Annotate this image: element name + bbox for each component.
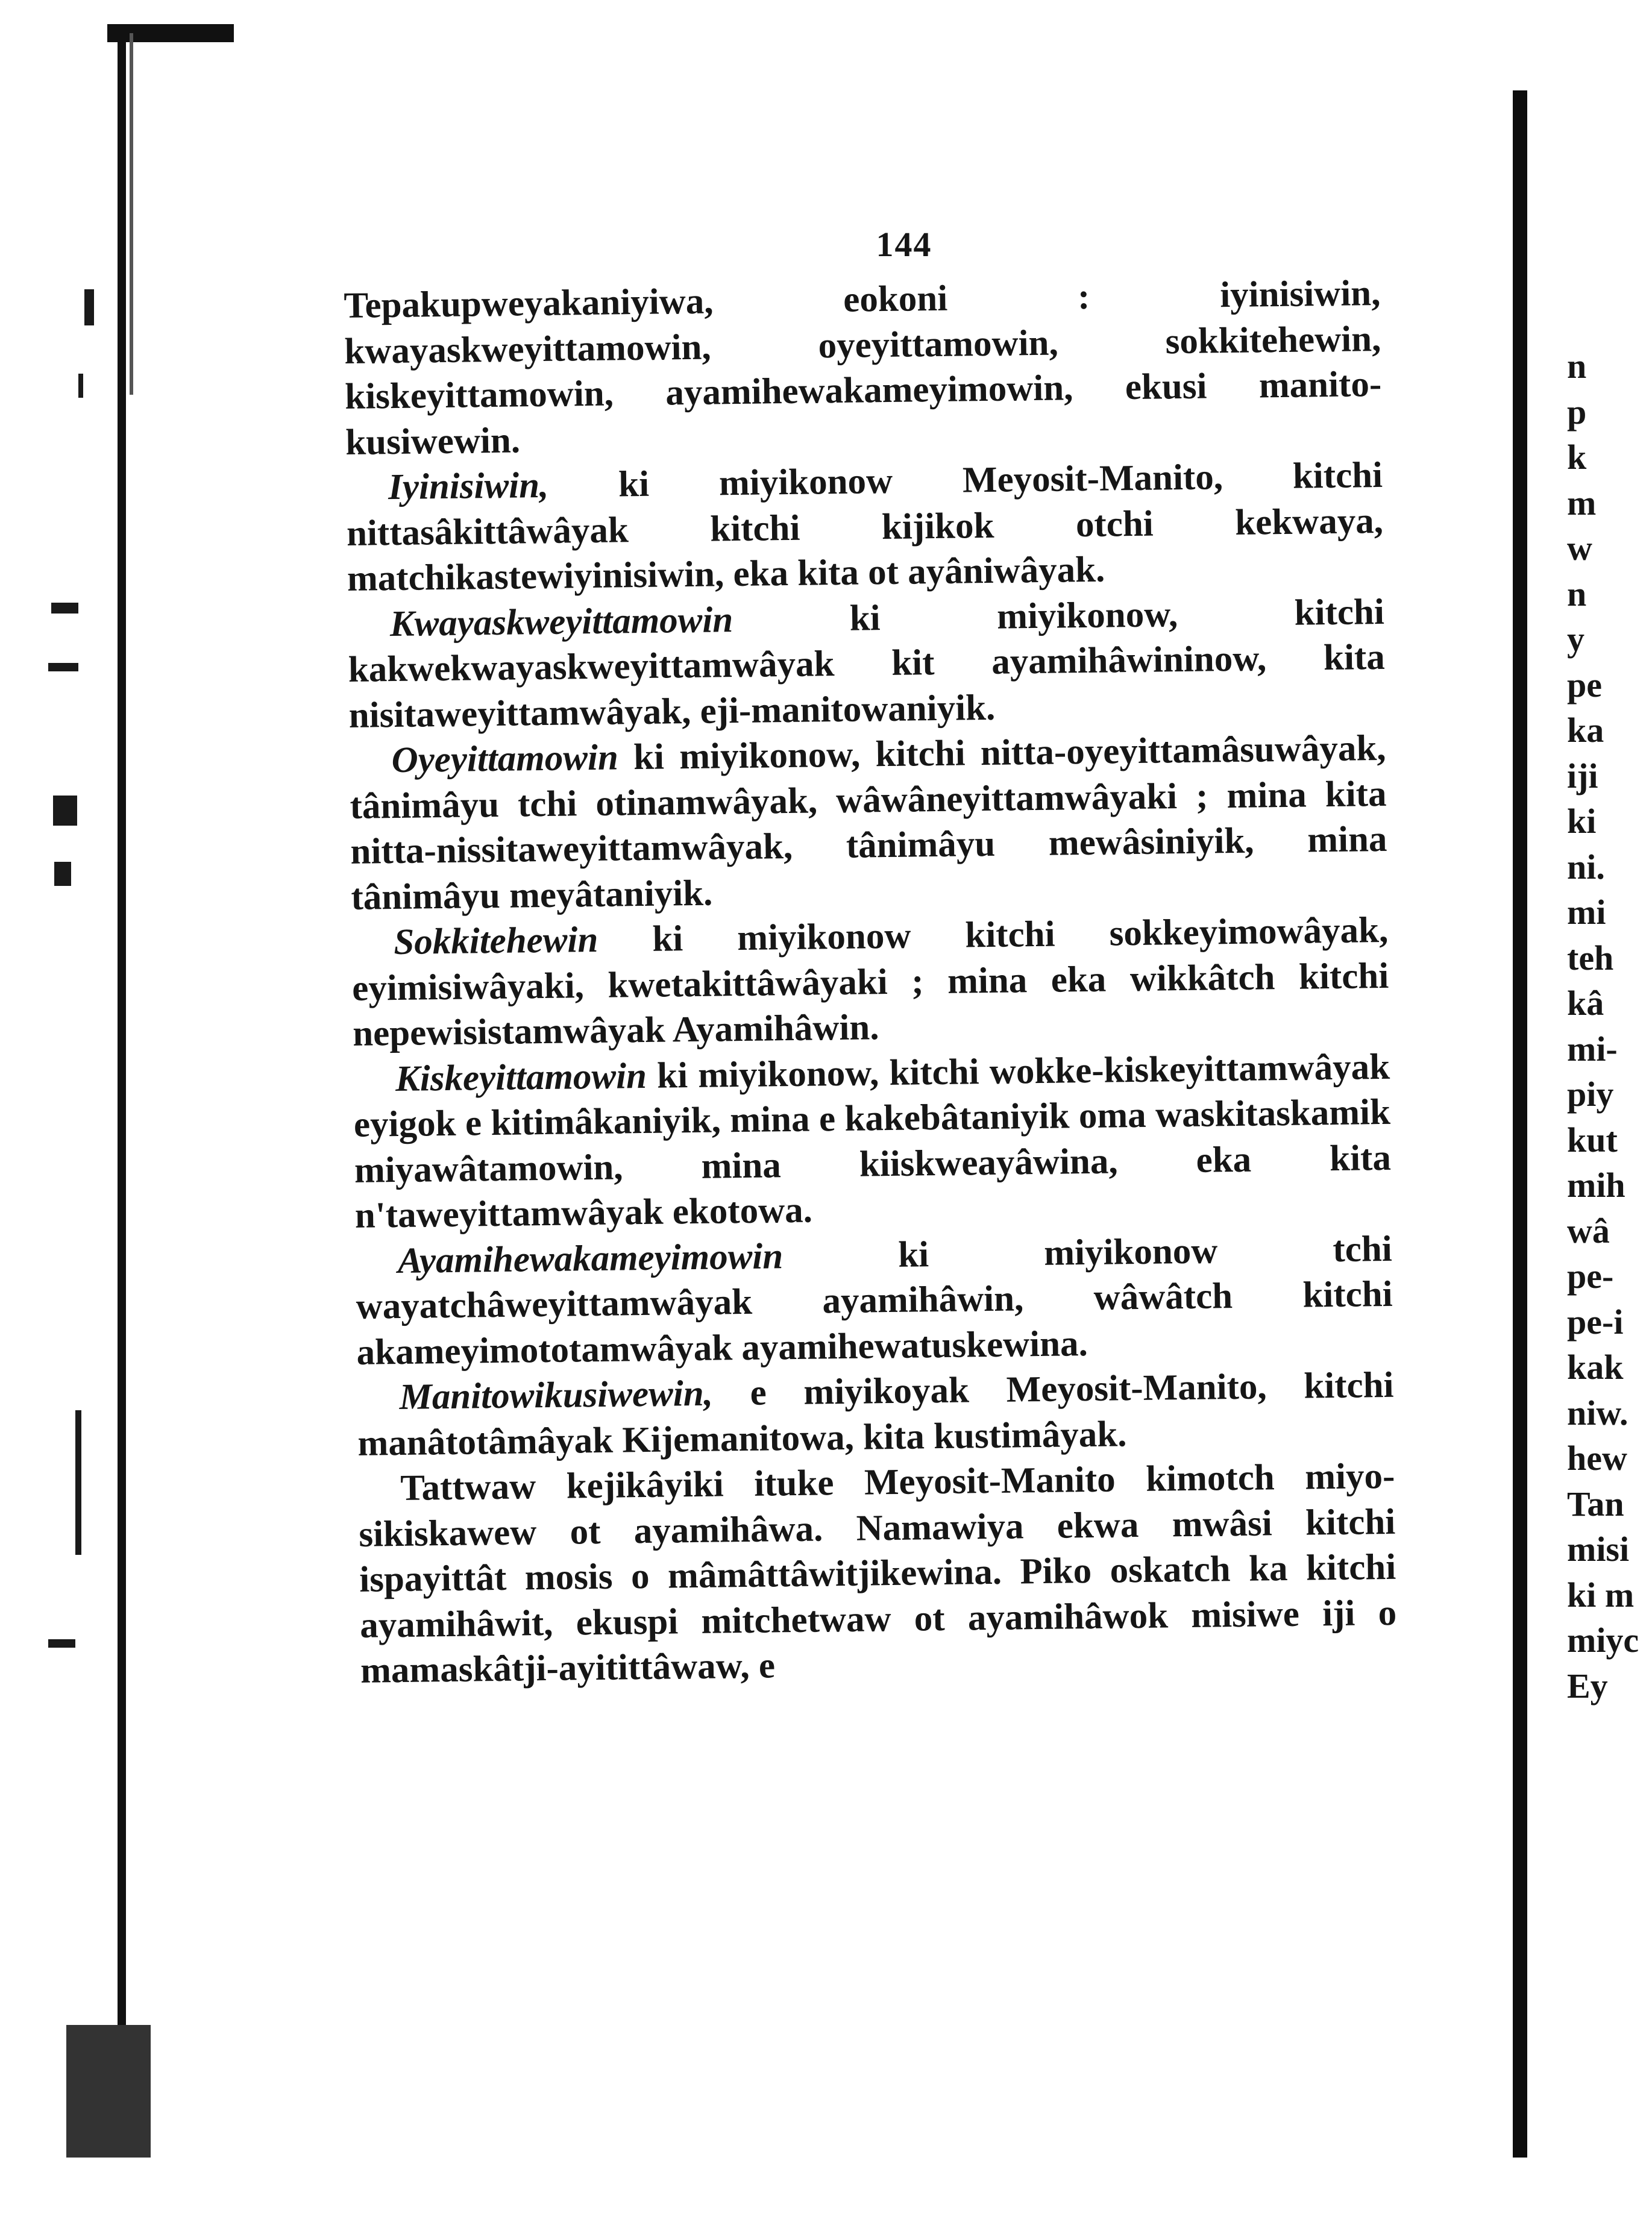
scan-binding-line bbox=[118, 33, 126, 2155]
paragraph-text: ki miyikonow, kitchi kakwekwayaskweyittamwâyak kit ayamihâwininow, kita nisitaweyittamwâyak, eji-manitowaniyik. bbox=[348, 591, 1386, 736]
fragment-line: miyc bbox=[1567, 1621, 1639, 1660]
paragraph-intro bbox=[344, 271, 1383, 465]
gift-term: Manitowikusiwewin, bbox=[399, 1373, 714, 1418]
scan-speck bbox=[48, 1639, 75, 1648]
paragraph-text: ki miyikonow tchi wayatchâweyittamwâyak ayamihâwin, wâwâtch kitchi akameyimototamwâyak ayamihewatuskewina. bbox=[356, 1228, 1393, 1373]
fragment-line: misi bbox=[1567, 1530, 1630, 1569]
paragraph-tattwaw bbox=[358, 1454, 1397, 1693]
fragment-line: kut bbox=[1567, 1120, 1618, 1160]
scan-speck bbox=[54, 862, 71, 886]
fragment-line: pe- bbox=[1567, 1257, 1614, 1296]
gift-term: Kwayaskweyittamowin bbox=[389, 599, 733, 644]
paragraph-kiskeyittamowin bbox=[353, 1044, 1392, 1238]
fragment-line: mi bbox=[1567, 893, 1606, 932]
fragment-line: iji bbox=[1567, 756, 1598, 796]
fragment-line: piy bbox=[1567, 1075, 1614, 1114]
fragment-line: Tan bbox=[1567, 1484, 1624, 1524]
page-gutter-shadow bbox=[1513, 90, 1527, 2158]
fragment-line: hew bbox=[1567, 1439, 1627, 1478]
fragment-line: ka bbox=[1567, 711, 1604, 750]
fragment-line: n bbox=[1567, 347, 1587, 386]
gift-term: Ayamihewakameyimowin bbox=[397, 1235, 784, 1281]
fragment-line: pe bbox=[1567, 665, 1602, 705]
paragraph-ayamihewakameyimowin bbox=[355, 1226, 1393, 1375]
fragment-line: kak bbox=[1567, 1348, 1624, 1387]
paragraph-iyinisiwin bbox=[346, 453, 1384, 601]
gift-term: Oyeyittamowin bbox=[391, 737, 619, 781]
paragraph-manitowikusiwewin bbox=[357, 1363, 1395, 1466]
fragment-line: y bbox=[1567, 620, 1584, 659]
main-text bbox=[344, 271, 1397, 1693]
page-number: 144 bbox=[876, 225, 932, 264]
fragment-line: kâ bbox=[1567, 984, 1604, 1023]
scan-top-mark bbox=[107, 24, 234, 42]
paragraph-oyeyittamowin bbox=[349, 726, 1388, 920]
paragraph-text: ki miyikonow kitchi sokkeyimowâyak, eyimisiwâyaki, kwetakittâwâyaki ; mina eka wikkâtch kitchi nepewisistamwâyak Ayamihâwin. bbox=[351, 909, 1389, 1054]
scan-binding-line-shadow bbox=[130, 33, 133, 395]
fragment-line: m bbox=[1567, 483, 1597, 523]
gift-term: Iyinisiwin, bbox=[388, 465, 549, 508]
facing-page-fragments bbox=[1567, 344, 1652, 1709]
paragraph-kwayaskweyittamowin bbox=[347, 589, 1386, 738]
fragment-line: niw. bbox=[1567, 1393, 1628, 1433]
fragment-line: ki m bbox=[1567, 1575, 1635, 1615]
scan-speck bbox=[48, 663, 78, 671]
fragment-line: mi- bbox=[1567, 1029, 1618, 1069]
gift-term: Kiskeyittamowin bbox=[395, 1055, 647, 1099]
scan-speck bbox=[53, 796, 77, 826]
paragraph-text: Tattwaw kejikâyiki ituke Meyosit-Manito kimotch miyo-sikiskawew ot ayamihâwa. Namawiya ekwa mwâsi kitchi ispayittât mosis o mâmâttâwitjikewina. Piko oskatch ka kitchi ayamihâwit, ekuspi mitchetwaw ot ayamihâwok misiwe iji o mamaskâtji-ayitittâwaw, e bbox=[358, 1455, 1397, 1691]
scan-speck bbox=[84, 289, 94, 325]
fragment-line: pe-i bbox=[1567, 1302, 1624, 1342]
paragraph-text: e miyikoyak Meyosit-Manito, kitchi manâtotâmâyak Kijemanitowa, kita kustimâyak. bbox=[357, 1364, 1394, 1464]
paragraph-text: Tepakupweyakaniyiwa, eokoni : iyinisiwin, kwayaskweyittamowin, oyeyittamowin, sokkitehewin, kiskeyittamowin, ayamihewakameyimowin, ekusi manito-kusiwewin. bbox=[344, 272, 1382, 463]
gift-term: Sokkitehewin bbox=[393, 919, 598, 963]
paragraph-text: ki miyikonow Meyosit-Manito, kitchi nittasâkittâwâyak kitchi kijikok otchi kekwaya, matchikastewiyinisiwin, eka kita ot ayâniwâyak. bbox=[346, 454, 1384, 599]
scan-bottom-smudge bbox=[66, 2025, 151, 2158]
fragment-line: p bbox=[1567, 392, 1587, 432]
fragment-line: n bbox=[1567, 574, 1587, 614]
fragment-line: mih bbox=[1567, 1166, 1625, 1205]
fragment-line: Ey bbox=[1567, 1666, 1608, 1706]
scan-speck bbox=[78, 374, 83, 398]
fragment-line: wâ bbox=[1567, 1211, 1610, 1251]
fragment-line: w bbox=[1567, 529, 1592, 568]
paragraph-sokkitehewin bbox=[351, 908, 1390, 1056]
scan-speck bbox=[51, 603, 78, 614]
paragraph-text: ki miyikonow, kitchi nitta-oyeyittamâsuwâyak, tânimâyu tchi otinamwâyak, wâwâneyittamwâyaki ; mina kita nitta-nissitaweyittamwâyak, tânimâyu mewâsiniyik, mina tânimâyu meyâtaniyik. bbox=[350, 727, 1387, 918]
scan-left-edge bbox=[0, 0, 181, 2219]
fragment-line: k bbox=[1567, 438, 1587, 477]
scan-speck bbox=[75, 1410, 81, 1555]
fragment-line: ki bbox=[1567, 802, 1597, 841]
paragraph-text: ki miyikonow, kitchi wokke-kiskeyittamwâyak eyigok e kitimâkaniyik, mina e kakebâtaniyik oma waskitaskamik miyawâtamowin, mina kiiskweayâwina, eka kita n'taweyittamwâyak ekotowa. bbox=[353, 1046, 1392, 1236]
fragment-line: teh bbox=[1567, 938, 1614, 978]
fragment-line: ni. bbox=[1567, 847, 1605, 887]
